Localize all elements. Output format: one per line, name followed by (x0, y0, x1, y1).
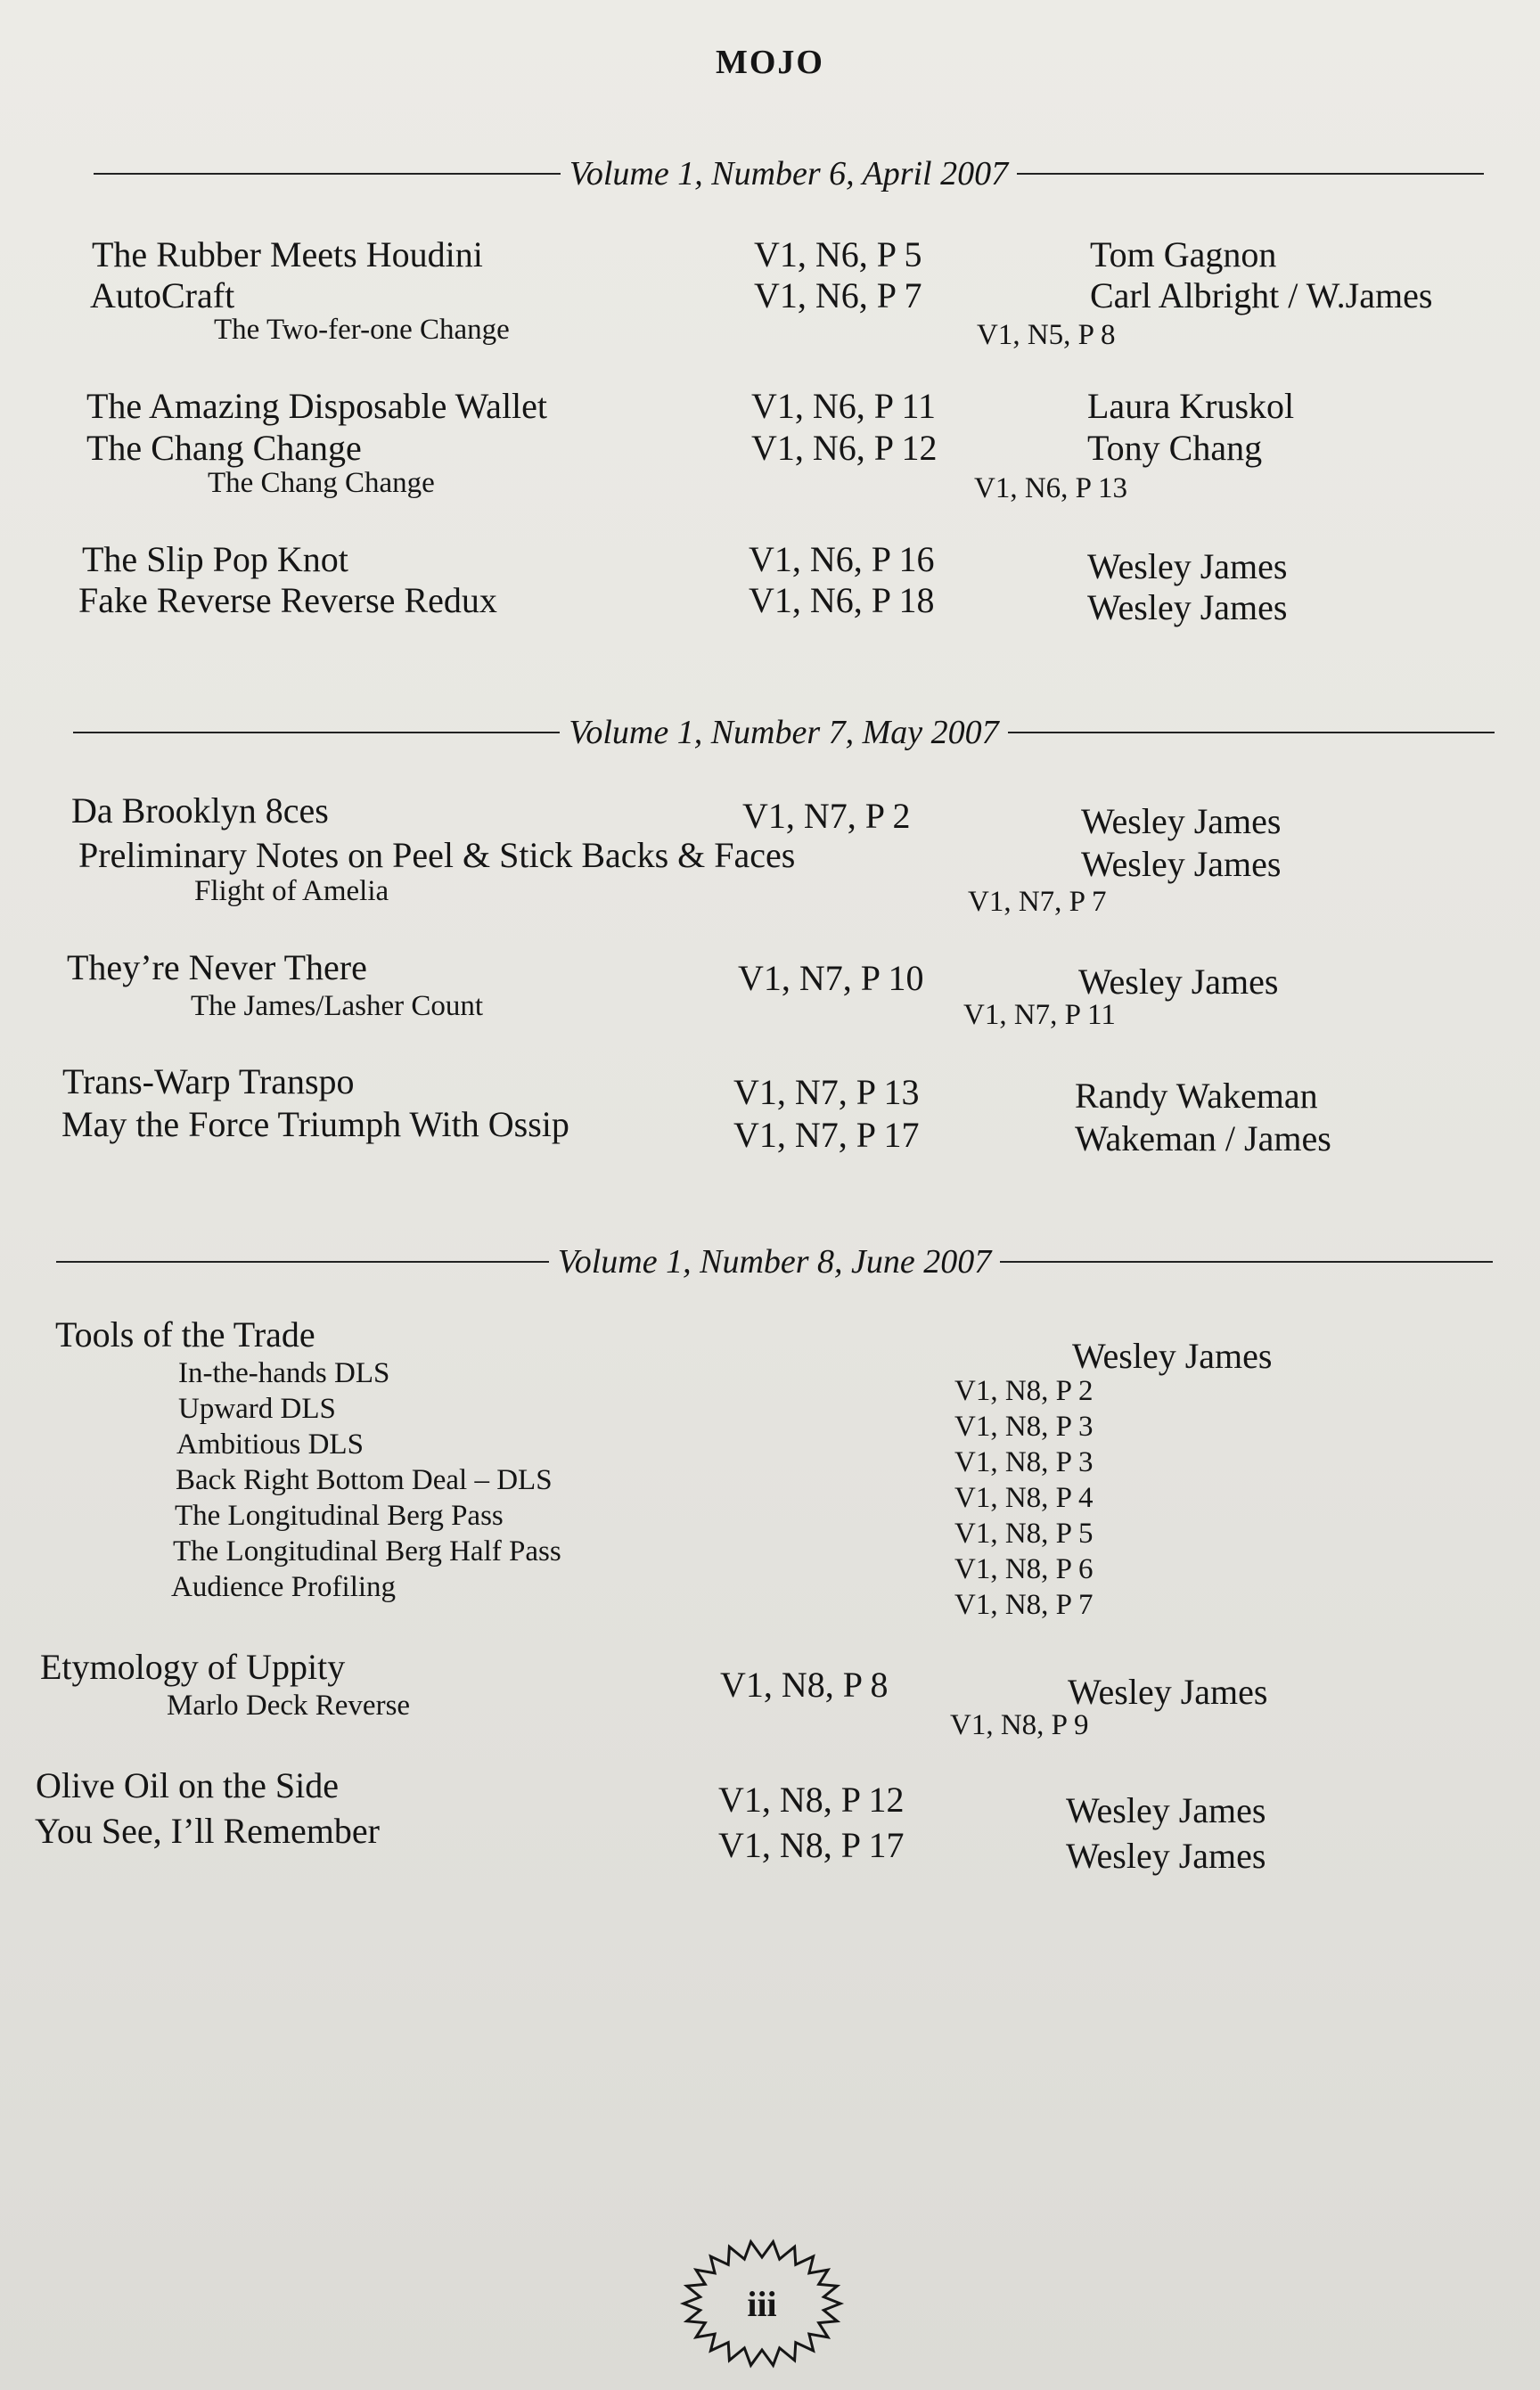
toc-entry (0, 233, 1540, 280)
toc-entry (0, 1060, 1540, 1116)
toc-entry (0, 834, 1540, 884)
toc-subentry (0, 1690, 1540, 1741)
entry-author: Wesley James (1078, 962, 1279, 1002)
entry-ref: V1, N6, P 16 (749, 539, 935, 579)
subentry-ref: V1, N8, P 5 (954, 1518, 1094, 1550)
entry-ref: V1, N7, P 17 (733, 1115, 920, 1155)
subentry-ref: V1, N8, P 9 (950, 1709, 1089, 1741)
entry-ref: V1, N6, P 18 (749, 580, 935, 620)
subentry-title: The Two-fer-one Change (214, 314, 510, 346)
entry-title: You See, I’ll Remember (35, 1811, 380, 1851)
volume-heading-text: Volume 1, Number 7, May 2007 (569, 714, 999, 751)
subentry-ref: V1, N6, P 13 (974, 472, 1128, 504)
subentry-title: The Longitudinal Berg Pass (175, 1500, 504, 1532)
entry-title: Fake Reverse Reverse Redux (78, 580, 497, 620)
entry-ref: V1, N7, P 10 (738, 958, 924, 998)
entry-title: Olive Oil on the Side (36, 1765, 339, 1805)
entry-author: Carl Albright / W.James (1090, 275, 1433, 315)
volume-heading (73, 706, 1495, 759)
entry-title: Trans-Warp Transpo (62, 1061, 355, 1101)
entry-title: May the Force Triumph With Ossip (61, 1104, 569, 1144)
subentry-title: Marlo Deck Reverse (167, 1690, 411, 1722)
entry-author: Wesley James (1066, 1836, 1266, 1876)
entry-title: AutoCraft (90, 275, 235, 315)
volume-heading-text: Volume 1, Number 6, April 2007 (569, 155, 1009, 192)
entry-ref: V1, N6, P 11 (751, 386, 937, 426)
subentry-title: Upward DLS (178, 1393, 336, 1425)
entry-ref: V1, N7, P 13 (733, 1072, 920, 1112)
toc-subentry (0, 314, 1540, 360)
subentry-title: Back Right Bottom Deal – DLS (176, 1464, 553, 1496)
toc-subentry (0, 990, 1540, 1036)
entry-author: Wesley James (1081, 801, 1282, 841)
volume-heading (56, 1235, 1493, 1289)
subentry-ref: V1, N5, P 8 (977, 319, 1116, 351)
volume-heading-text: Volume 1, Number 8, June 2007 (557, 1243, 992, 1281)
toc-entry (0, 1103, 1540, 1158)
subentry-ref: V1, N8, P 3 (954, 1446, 1094, 1478)
heading-rule-right (1000, 1261, 1493, 1263)
entry-author: Wesley James (1081, 844, 1282, 884)
subentry-title: The James/Lasher Count (191, 990, 484, 1022)
heading-rule-left (94, 173, 561, 175)
subentry-ref: V1, N7, P 11 (963, 999, 1116, 1031)
toc-entry (0, 579, 1540, 626)
toc-entry (0, 538, 1540, 585)
subentry-title: In-the-hands DLS (178, 1357, 390, 1389)
entry-title: The Slip Pop Knot (82, 539, 348, 579)
page-number: iii (747, 2283, 777, 2324)
heading-rule-right (1017, 173, 1484, 175)
toc-entry (0, 1764, 1540, 1830)
entry-ref: V1, N6, P 7 (754, 275, 922, 315)
subentry-ref: V1, N8, P 7 (954, 1589, 1094, 1621)
page-number-badge (677, 2237, 847, 2370)
entry-title: Preliminary Notes on Peel & Stick Backs & Faces (78, 835, 796, 875)
entry-ref: V1, N7, P 2 (742, 796, 911, 836)
subentry-title: Audience Profiling (171, 1571, 397, 1603)
entry-title: Tools of the Trade (55, 1314, 315, 1355)
subentry-ref: V1, N7, P 7 (968, 886, 1107, 918)
entry-author: Wesley James (1087, 546, 1288, 586)
entry-author: Laura Kruskol (1087, 386, 1295, 426)
subentry-title: Ambitious DLS (176, 1428, 364, 1461)
heading-rule-left (73, 732, 560, 733)
subentry-title: Flight of Amelia (194, 875, 389, 907)
entry-author: Randy Wakeman (1075, 1076, 1318, 1116)
entry-author: Wesley James (1068, 1672, 1268, 1712)
volume-heading (94, 147, 1484, 201)
entry-ref: V1, N6, P 12 (751, 428, 938, 468)
entry-ref: V1, N8, P 12 (718, 1780, 905, 1820)
entry-title: Etymology of Uppity (40, 1647, 346, 1687)
subentry-ref: V1, N8, P 3 (954, 1411, 1094, 1443)
entry-title: The Amazing Disposable Wallet (86, 386, 548, 426)
toc-entry (0, 946, 1540, 1002)
toc-subentry (0, 875, 1540, 921)
entry-author: Wesley James (1072, 1336, 1273, 1376)
entry-author: Wesley James (1087, 587, 1288, 627)
toc-entry (0, 790, 1540, 841)
subentry-ref: V1, N8, P 4 (954, 1482, 1094, 1514)
entry-author: Tony Chang (1087, 428, 1263, 468)
toc-subentry (0, 1571, 1540, 1621)
entry-title: They’re Never There (67, 947, 367, 987)
toc-subentry (0, 467, 1540, 513)
entry-ref: V1, N6, P 5 (754, 234, 922, 274)
entry-title: Da Brooklyn 8ces (71, 790, 329, 831)
entry-ref: V1, N8, P 8 (720, 1665, 889, 1705)
subentry-title: The Longitudinal Berg Half Pass (173, 1535, 561, 1567)
entry-author: Tom Gagnon (1090, 234, 1277, 274)
subentry-ref: V1, N8, P 2 (954, 1375, 1094, 1407)
heading-rule-left (56, 1261, 549, 1263)
toc-entry (0, 385, 1540, 431)
page-header: MOJO (716, 44, 824, 81)
heading-rule-right (1008, 732, 1495, 733)
subentry-ref: V1, N8, P 6 (954, 1553, 1094, 1585)
entry-title: The Rubber Meets Houdini (92, 234, 483, 274)
subentry-title: The Chang Change (208, 467, 435, 499)
entry-author: Wesley James (1066, 1790, 1266, 1830)
entry-ref: V1, N8, P 17 (718, 1825, 905, 1865)
entry-title: The Chang Change (86, 428, 362, 468)
entry-author: Wakeman / James (1075, 1118, 1331, 1158)
toc-entry (0, 1810, 1540, 1876)
